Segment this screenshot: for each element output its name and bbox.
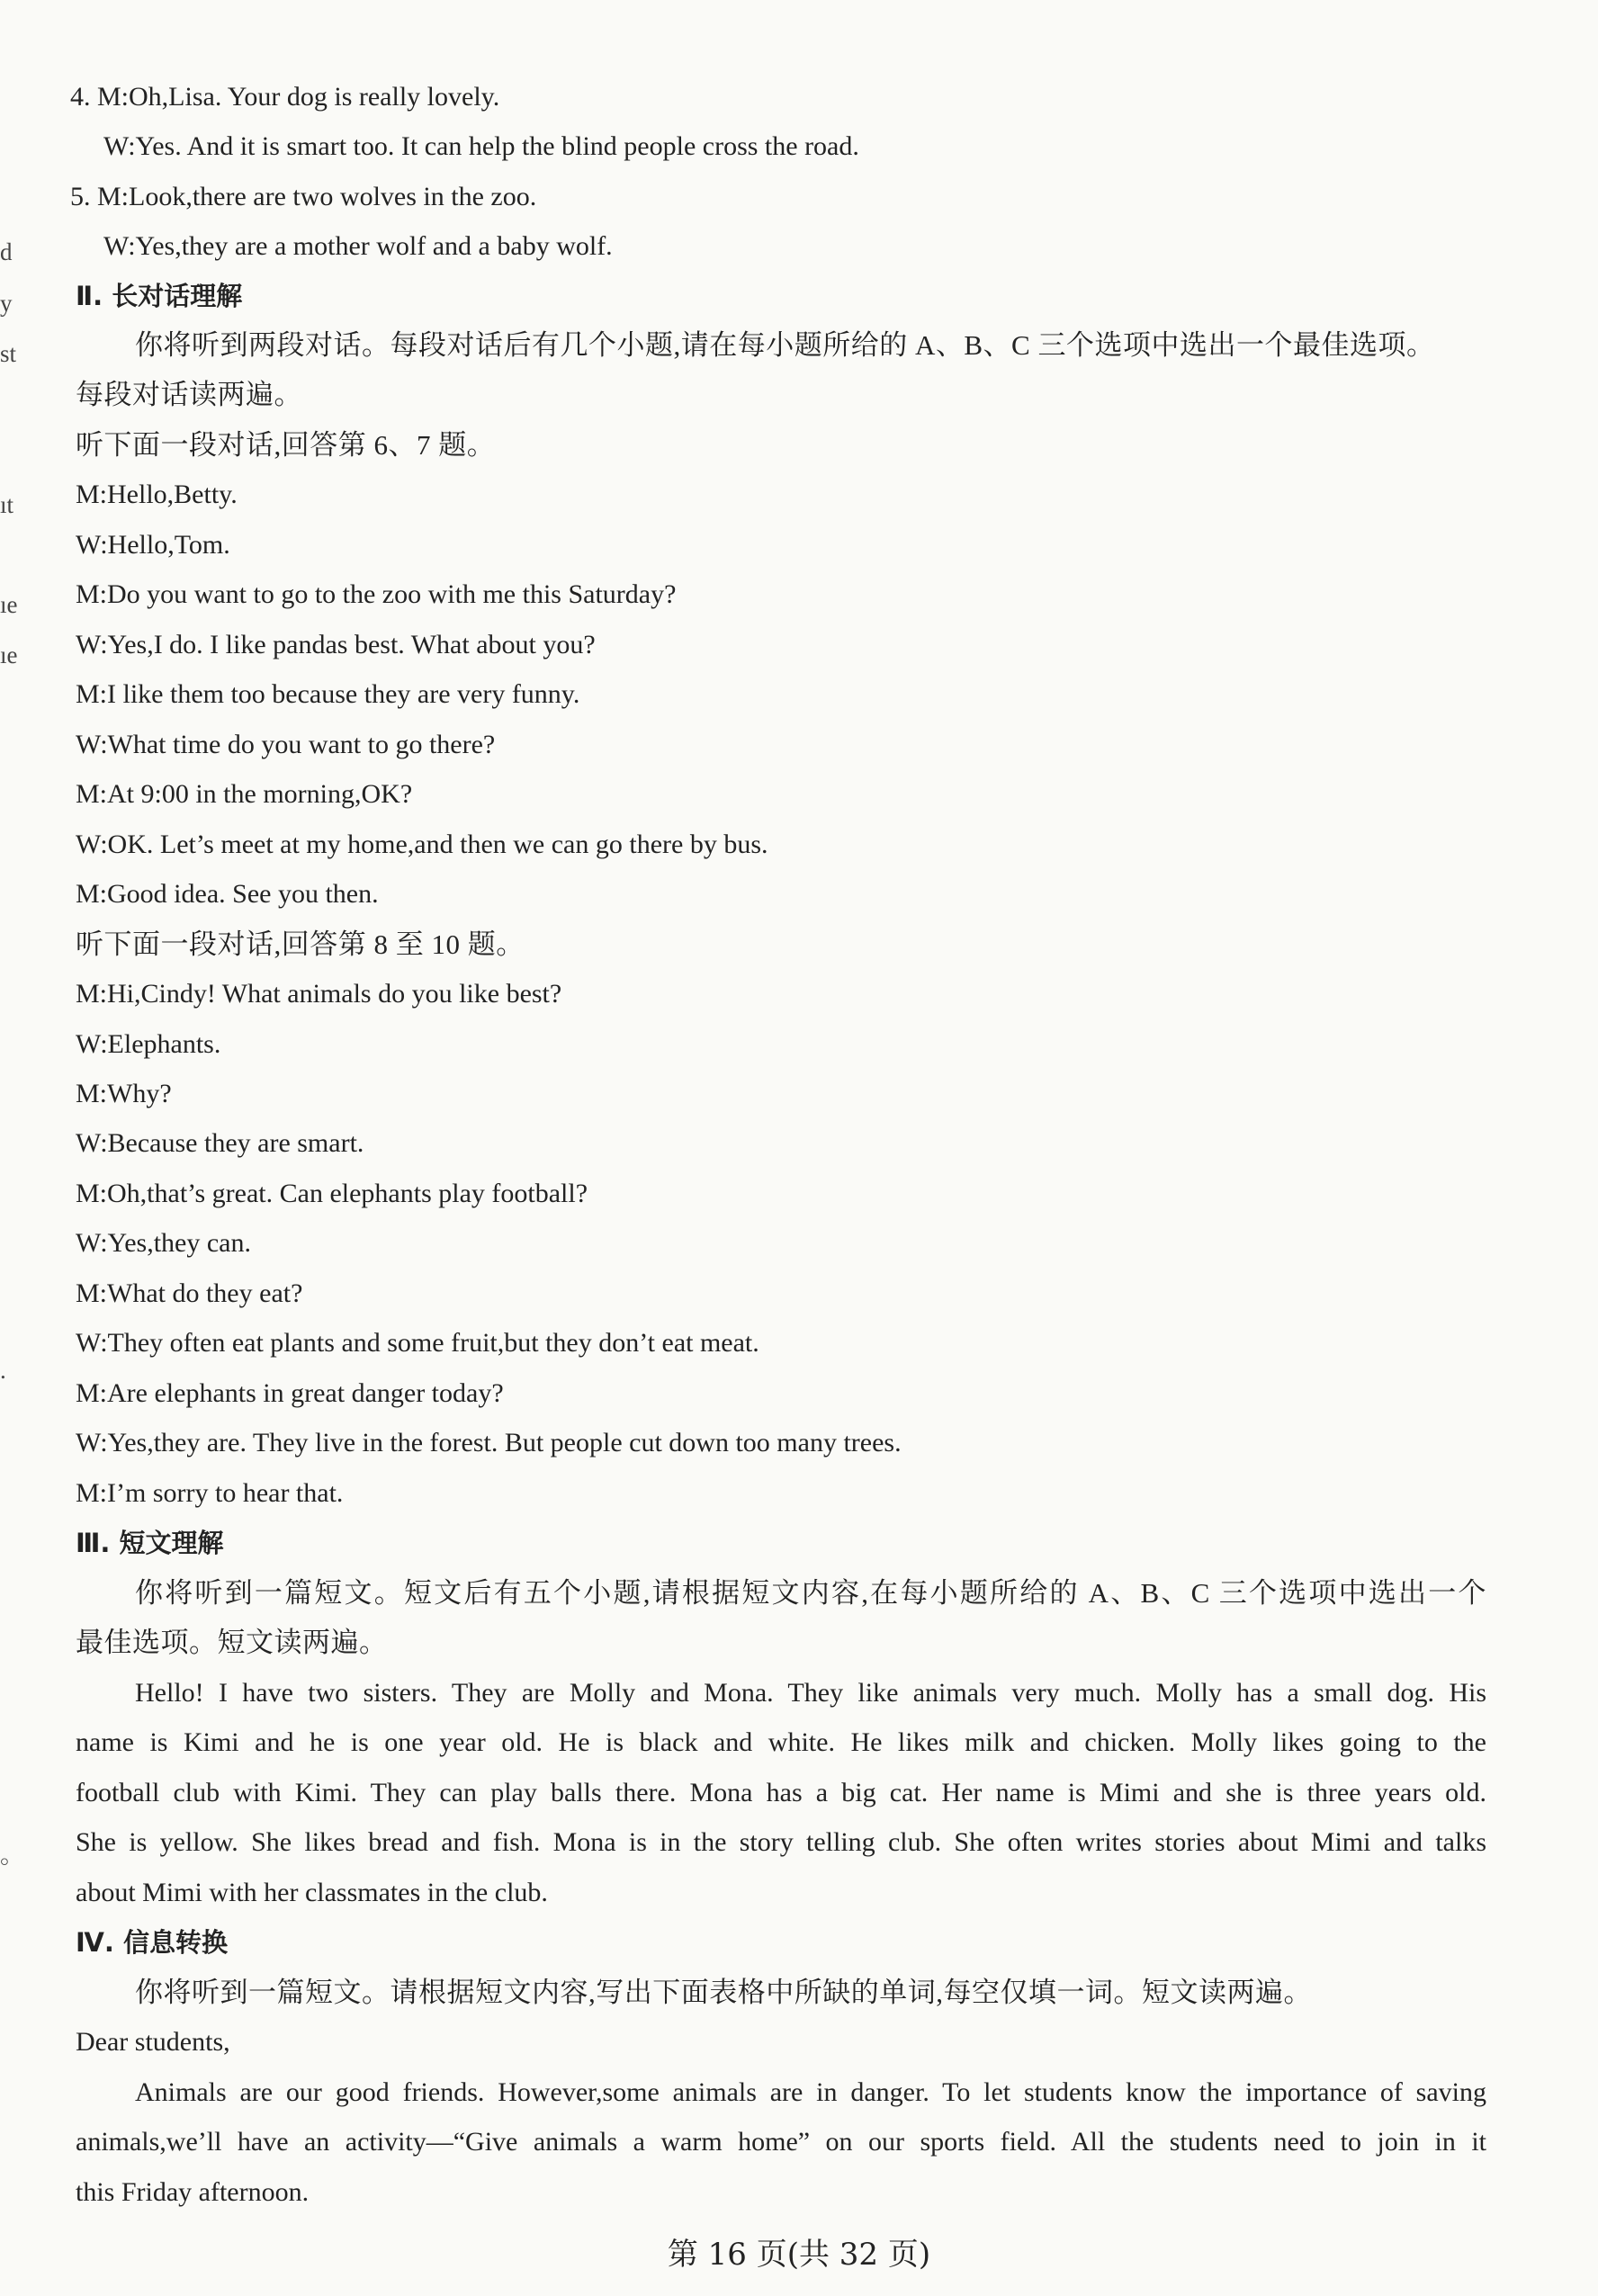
dialog-line: M:At 9:00 in the morning,OK? xyxy=(76,779,413,809)
instruction-text: 最佳选项。短文读两遍。 xyxy=(76,1627,388,1658)
instruction-text: 每段对话读两遍。 xyxy=(76,379,302,410)
page-number: 第 16 页(共 32 页) xyxy=(667,2237,931,2273)
dialog-line: M:What do they eat? xyxy=(76,1278,303,1308)
section-heading: Ⅳ. 信息转换 xyxy=(76,1927,228,1958)
dialog-line: W:Yes. And it is smart too. It can help the blind people cross the road. xyxy=(103,131,859,161)
margin-fragment: d xyxy=(0,238,13,265)
dialog-line: M:Are elephants in great danger today? xyxy=(76,1378,504,1408)
margin-fragment: . xyxy=(0,1357,6,1384)
instruction-text: 听下面一段对话,回答第 6、7 题。 xyxy=(76,429,496,461)
dialog-line: M:Why? xyxy=(76,1079,172,1108)
margin-fragment: ıt xyxy=(0,491,14,518)
margin-fragment: st xyxy=(0,340,17,367)
instruction-text: 你将听到一篇短文。短文后有五个小题,请根据短文内容,在每小题所给的 A、B、C 三个选项中选出一个 xyxy=(135,1577,1486,1609)
dialog-line: W:What time do you want to go there? xyxy=(76,730,496,759)
dialog-line: M:Good idea. See you then. xyxy=(76,879,379,909)
section-heading: Ⅲ. 短文理解 xyxy=(76,1528,224,1558)
passage-line: animals,we’ll have an activity—“Give animals a warm home” on our sports field. All the students need to join in it xyxy=(76,2127,1486,2157)
dialog-line: W:Hello,Tom. xyxy=(76,530,230,560)
dialog-line: M:Do you want to go to the zoo with me this Saturday? xyxy=(76,579,677,609)
passage-line: name is Kimi and he is one year old. He is black and white. He likes milk and chicken. Molly likes going to the xyxy=(76,1727,1486,1757)
dialog-line: W:Yes,they are. They live in the forest. But people cut down too many trees. xyxy=(76,1428,902,1457)
dialog-line: W:They often eat plants and some fruit,but they don’t eat meat. xyxy=(76,1328,759,1358)
margin-fragment: ıe xyxy=(0,641,18,668)
dialog-line: W:Yes,they are a mother wolf and a baby wolf. xyxy=(103,231,613,261)
passage-line: football club with Kimi. They can play balls there. Mona has a big cat. Her name is Mimi and she is three years old. xyxy=(76,1778,1486,1807)
dialog-line: W:Yes,I do. I like pandas best. What about you? xyxy=(76,630,596,659)
passage-line: Animals are our good friends. However,some animals are in danger. To let students know the importance of saving xyxy=(135,2077,1486,2107)
passage-line: Dear students, xyxy=(76,2027,230,2057)
passage-line: She is yellow. She likes bread and fish. Mona is in the story telling club. She often writes stories about Mimi and talks xyxy=(76,1827,1486,1857)
passage-line: Hello! I have two sisters. They are Molly and Mona. They like animals very much. Molly has a small dog. His xyxy=(135,1678,1486,1708)
dialog-line: W:Yes,they can. xyxy=(76,1228,251,1258)
dialog-line: W:Because they are smart. xyxy=(76,1128,364,1158)
dialog-line: 5. M:Look,there are two wolves in the zoo. xyxy=(70,182,537,211)
dialog-line: M:Oh,that’s great. Can elephants play football? xyxy=(76,1179,588,1208)
margin-fragment: ıe xyxy=(0,591,18,618)
instruction-text: 听下面一段对话,回答第 8 至 10 题。 xyxy=(76,928,525,960)
margin-fragment: 。 xyxy=(0,1842,24,1869)
dialog-line: 4. M:Oh,Lisa. Your dog is really lovely. xyxy=(70,82,500,112)
dialog-line: W:Elephants. xyxy=(76,1029,221,1059)
instruction-text: 你将听到两段对话。每段对话后有几个小题,请在每小题所给的 A、B、C 三个选项中选出一个最佳选项。 xyxy=(135,329,1435,361)
passage-line: this Friday afternoon. xyxy=(76,2177,310,2207)
dialog-line: M:Hello,Betty. xyxy=(76,480,238,509)
dialog-line: W:OK. Let’s meet at my home,and then we can go there by bus. xyxy=(76,830,768,859)
dialog-line: M:Hi,Cindy! What animals do you like best? xyxy=(76,979,562,1009)
dialog-line: M:I like them too because they are very funny. xyxy=(76,679,580,709)
instruction-text: 你将听到一篇短文。请根据短文内容,写出下面表格中所缺的单词,每空仅填一词。短文读两遍。 xyxy=(135,1977,1312,2008)
passage-line: about Mimi with her classmates in the club. xyxy=(76,1878,548,1907)
section-heading: Ⅱ. 长对话理解 xyxy=(76,281,243,311)
dialog-line: M:I’m sorry to hear that. xyxy=(76,1478,344,1508)
margin-fragment: y xyxy=(0,290,13,317)
